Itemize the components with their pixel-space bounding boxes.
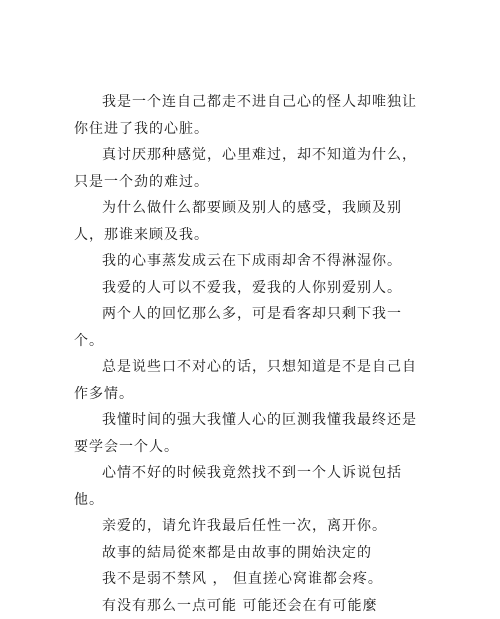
paragraph: 我不是弱不禁风 ， 但直搓心窝谁都会疼。 [74,566,420,593]
document-body [74,89,420,619]
paragraph: 我懂时间的强大我懂人心的叵测我懂我最终还是要学会一个人。 [74,407,420,460]
paragraph: 两个人的回忆那么多，可是看客却只剩下我一个。 [74,301,420,354]
paragraph: 我的心事蒸发成云在下成雨却舍不得淋湿你。 [74,248,420,275]
paragraph: 故事的結局從來都是由故事的開始決定的 [74,540,420,567]
paragraph: 亲爱的，请允许我最后任性一次，离开你。 [74,513,420,540]
paragraph: 有没有那么一点可能 可能还会在有可能麼 [74,593,420,619]
paragraph: 心情不好的时候我竟然找不到一个人诉说包括他。 [74,460,420,513]
paragraph: 我爱的人可以不爱我，爱我的人你别爱别人。 [74,275,420,302]
paragraph: 我是一个连自己都走不进自己心的怪人却唯独让你住进了我的心脏。 [74,89,420,142]
paragraph: 真讨厌那种感觉，心里难过，却不知道为什么，只是一个劲的难过。 [74,142,420,195]
paragraph: 为什么做什么都要顾及别人的感受，我顾及别人，那谁来顾及我。 [74,195,420,248]
paragraph: 总是说些口不对心的话，只想知道是不是自己自作多情。 [74,354,420,407]
